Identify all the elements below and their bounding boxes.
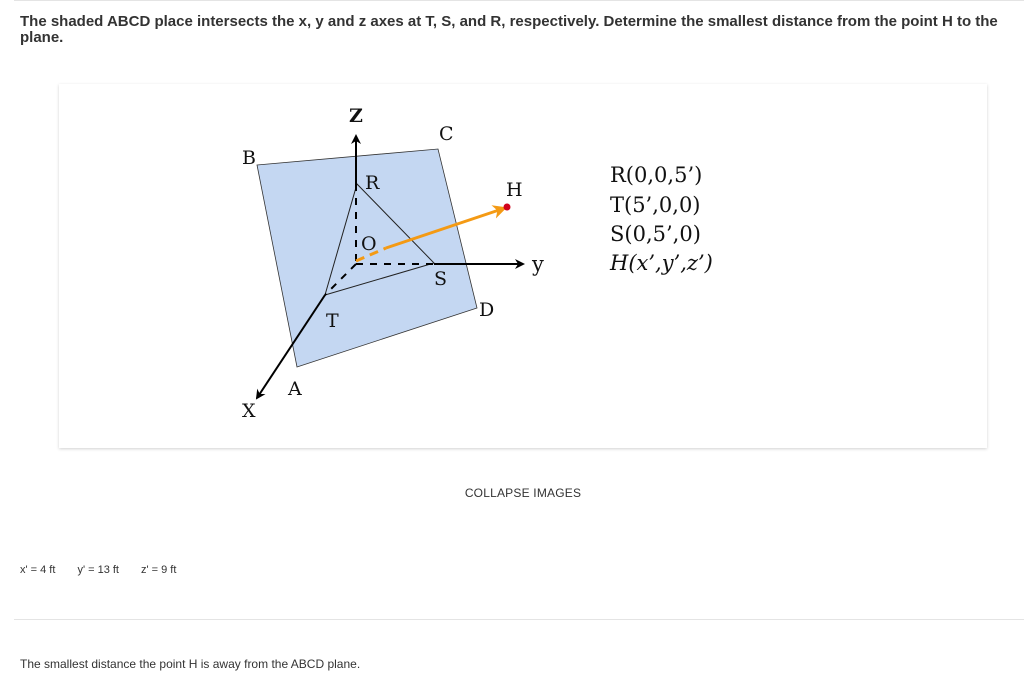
section-divider: [14, 619, 1024, 620]
given-values: [20, 564, 198, 576]
coord-s: S(0,5’,0): [610, 222, 701, 246]
collapse-images-button[interactable]: COLLAPSE IMAGES: [464, 486, 582, 500]
label-h: H: [506, 179, 523, 201]
plane-diagram: [59, 84, 987, 448]
label-d: D: [479, 299, 495, 321]
label-x: X: [242, 400, 256, 422]
coord-h: H(x’,y’,z’): [610, 251, 713, 275]
label-s: S: [434, 268, 448, 290]
label-o: O: [361, 233, 377, 255]
label-b: B: [242, 147, 256, 169]
given-y: y' = 13 ft: [77, 564, 119, 576]
top-divider: [14, 0, 1024, 1]
label-y: y: [532, 252, 544, 276]
label-z: Z: [349, 105, 363, 127]
given-z: z' = 9 ft: [140, 564, 177, 576]
label-a: A: [288, 378, 302, 400]
coord-t: T(5’,0,0): [610, 193, 701, 217]
answer-prompt: The smallest distance the point H is away from the ABCD plane.: [20, 657, 361, 671]
label-t: T: [326, 310, 339, 332]
question-text: The shaded ABCD place intersects the x, y and z axes at T, S, and R, respectively. Determine the smallest distance from the point H to the plane.: [20, 13, 998, 46]
label-r: R: [365, 172, 380, 194]
label-c: C: [439, 123, 454, 145]
figure-card: [59, 84, 987, 448]
given-x: x' = 4 ft: [20, 564, 56, 576]
point-h: [504, 204, 511, 211]
coord-r: R(0,0,5’): [610, 163, 703, 187]
